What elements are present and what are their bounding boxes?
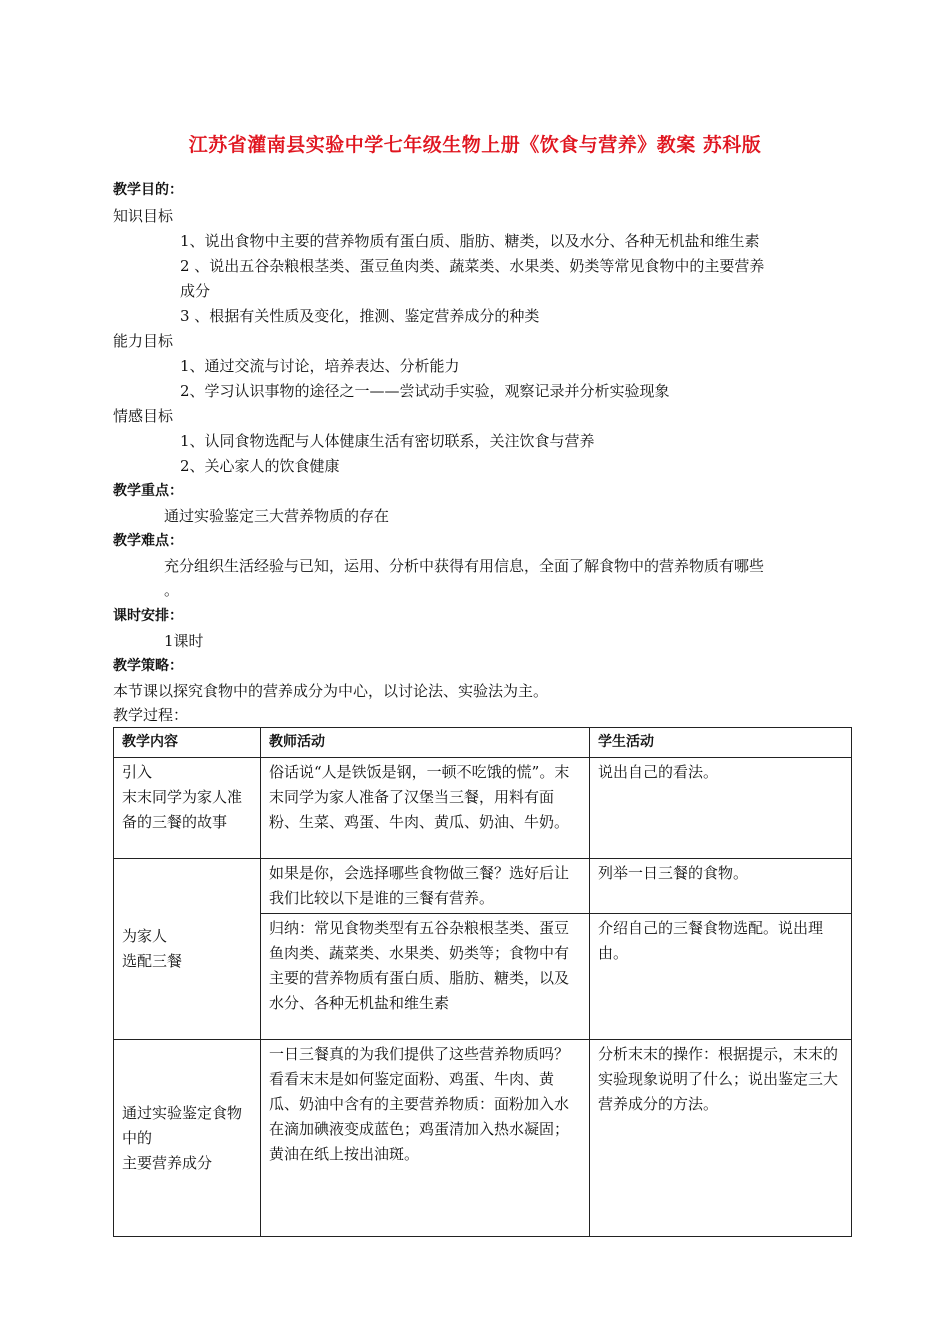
ability-item: 2、学习认识事物的途径之一——尝试动手实验，观察记录并分析实验现象 xyxy=(180,382,670,400)
student-cell: 列举一日三餐的食物。 xyxy=(590,859,852,914)
emotion-item: 1、认同食物选配与人体健康生活有密切联系，关注饮食与营养 xyxy=(180,432,595,450)
column-header: 教学内容 xyxy=(114,728,261,758)
student-cell: 介绍自己的三餐食物选配。说出理由。 xyxy=(590,914,852,1040)
teacher-cell: 归纳：常见食物类型有五谷杂粮根茎类、蛋豆鱼肉类、蔬菜类、水果类、奶类等；食物中有主要的营养物质有蛋白质、脂肪、糖类，以及水分、各种无机盐和维生素 xyxy=(261,914,590,1040)
difficulty-heading: 教学难点： xyxy=(113,533,183,549)
content-cell: 为家人 选配三餐 xyxy=(114,859,261,1040)
process-heading: 教学过程： xyxy=(113,706,189,724)
knowledge-heading: 知识目标 xyxy=(113,207,174,225)
teacher-cell: 俗话说“人是铁饭是钢，一顿不吃饿的慌”。末末同学为家人准备了汉堡当三餐，用料有面粉、生菜、鸡蛋、牛肉、黄瓜、奶油、牛奶。 xyxy=(261,758,590,859)
emotion-heading: 情感目标 xyxy=(113,407,174,425)
content-cell: 引入 末末同学为家人准备的三餐的故事 xyxy=(114,758,261,859)
column-header: 学生活动 xyxy=(590,728,852,758)
strategy-text: 本节课以探究食物中的营养成分为中心，以讨论法、实验法为主。 xyxy=(113,682,549,700)
content-cell: 通过实验鉴定食物中的 主要营养成分 xyxy=(114,1040,261,1237)
teacher-cell: 如果是你，会选择哪些食物做三餐？选好后让我们比较以下是谁的三餐有营养。 xyxy=(261,859,590,914)
student-cell: 分析末末的操作：根据提示，末末的实验现象说明了什么；说出鉴定三大营养成分的方法。 xyxy=(590,1040,852,1237)
key-point-heading: 教学重点： xyxy=(113,483,183,499)
difficulty-text-end: 。 xyxy=(164,581,180,599)
knowledge-item: 2 、说出五谷杂粮根茎类、蛋豆鱼肉类、蔬菜类、水果类、奶类等常见食物中的主要营养 xyxy=(180,257,765,275)
teacher-cell: 一日三餐真的为我们提供了这些营养物质吗？看看末末是如何鉴定面粉、鸡蛋、牛肉、黄瓜、奶油中含有的主要营养物质：面粉加入水在滴加碘液变成蓝色；鸡蛋清加入热水凝固；黄油在纸上按出油斑。 xyxy=(261,1040,590,1237)
column-header: 教师活动 xyxy=(261,728,590,758)
table-row xyxy=(114,1040,852,1237)
ability-heading: 能力目标 xyxy=(113,332,174,350)
knowledge-item: 成分 xyxy=(180,282,211,300)
knowledge-item: 3 、根据有关性质及变化，推测、鉴定营养成分的种类 xyxy=(180,307,540,325)
emotion-item: 2、关心家人的饮食健康 xyxy=(180,457,340,475)
schedule-text: 1课时 xyxy=(164,632,204,650)
student-cell: 说出自己的看法。 xyxy=(590,758,852,859)
key-point-text: 通过实验鉴定三大营养物质的存在 xyxy=(164,507,390,525)
table-header-row xyxy=(114,728,852,758)
ability-item: 1、通过交流与讨论，培养表达、分析能力 xyxy=(180,357,460,375)
knowledge-item: 1、说出食物中主要的营养物质有蛋白质、脂肪、糖类，以及水分、各种无机盐和维生素 xyxy=(180,232,760,250)
table-row xyxy=(114,758,852,859)
objectives-heading: 教学目的： xyxy=(113,182,183,198)
document-title: 江苏省灌南县实验中学七年级生物上册《饮食与营养》教案 苏科版 xyxy=(188,134,762,156)
schedule-heading: 课时安排： xyxy=(113,608,183,624)
table-row xyxy=(114,859,852,914)
teaching-process-table xyxy=(113,727,852,1237)
strategy-heading: 教学策略： xyxy=(113,658,183,674)
difficulty-text: 充分组织生活经验与已知，运用、分析中获得有用信息，全面了解食物中的营养物质有哪些 xyxy=(164,557,765,575)
